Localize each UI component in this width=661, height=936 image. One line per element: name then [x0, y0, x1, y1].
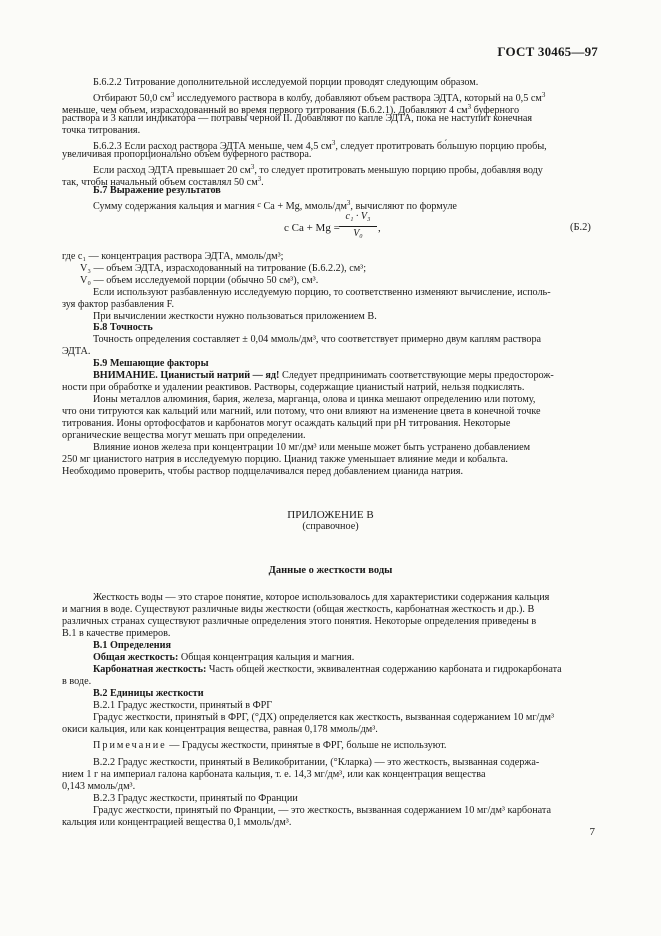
- warning-label: ВНИМАНИЕ. Цианистый натрий — яд!: [93, 370, 280, 381]
- paragraph-line: точка титрования.: [62, 125, 141, 136]
- definition-line: V₃ — объем ЭДТА, израсходованный на титрование (Б.6.2.2), см³;: [80, 263, 367, 274]
- formula-denominator: V₀: [353, 228, 363, 239]
- note-line: Примечание — Градусы жесткости, принятые в ФРГ, больше не используют.: [93, 740, 447, 751]
- paragraph-line: ЭДТА.: [62, 346, 91, 357]
- paragraph-line: 250 мг цианистого натрия в исследуемую порцию. Цианид также уменьшает влияние меди и кобальта.: [62, 454, 508, 465]
- paragraph-line: кальция или концентрацией вещества 0,1 ммоль/дм³.: [62, 817, 292, 828]
- paragraph-line: Карбонатная жесткость: Часть общей жесткости, эквивалентная содержанию карбоната и гидрокарбоната: [93, 664, 562, 675]
- paragraph-line: Ионы металлов алюминия, бария, железа, марганца, олова и цинка мешают определению или потому,: [93, 394, 536, 405]
- paragraph-line: При вычислении жесткости нужно пользоваться приложением В.: [93, 311, 377, 322]
- paragraph-line: раствора и 3 капли индикатора — потравы черной II. Добавляют по капле ЭДТА, пока не наступит конечная: [62, 113, 533, 124]
- paragraph-line: Если расход ЭДТА превышает 20 $см^3$, то следует протитровать меньшую порцию пробы, добавляя воду: [93, 163, 543, 176]
- paragraph-line: Градус жесткости, принятый в ФРГ, (°ДХ) определяется как жесткость, вызванная содержанием 10 мг/дм³: [93, 712, 555, 723]
- formula-numerator: c₁ · V₃: [345, 211, 371, 222]
- note-label: Примечание: [93, 740, 167, 751]
- definition-line: V₀ — объем исследуемой порции (обычно 50 см³), см³.: [80, 275, 319, 286]
- paragraph-line: органические вещества могут мешать при определении.: [62, 430, 306, 441]
- paragraph-line: Точность определения составляет ± 0,04 ммоль/дм³, что соответствует примерно двум каплям раствора: [93, 334, 542, 345]
- formula-tail: ,: [378, 222, 381, 234]
- definition-line: где c₁ — концентрация раствора ЭДТА, ммоль/дм³;: [62, 251, 284, 262]
- paragraph-line: Б.6.2.2 Титрование дополнительной исследуемой порции проводят следующим образом.: [93, 77, 479, 88]
- section-heading: Б.8 Точность: [93, 322, 153, 333]
- paragraph-line: Градус жесткости, принятый по Франции, — это жесткость, вызванная содержанием 10 мг/дм³ карбоната: [93, 805, 552, 816]
- paragraph-line: Влияние ионов железа при концентрации 10 мг/дм³ или меньше может быть устранено добавлением: [93, 442, 531, 453]
- section-heading: Б.7 Выражение результатов: [93, 185, 221, 196]
- paragraph-line: и магния в воде. Существуют различные виды жесткости (общая жесткость, карбонатная жесткость и др.). В: [62, 604, 535, 615]
- paragraph-line: 0,143 ммоль/дм³.: [62, 781, 136, 792]
- page-number: 7: [589, 826, 595, 838]
- appendix-heading: Данные о жесткости воды: [268, 565, 393, 576]
- paragraph-line: Отбирают 50,0 $см^3$ исследуемого раствора в колбу, добавляют объем раствора ЭДТА, который на 0,5 $см^3$: [93, 91, 546, 104]
- paragraph-line: Б.6.2.3 Если расход раствора ЭДТА меньше, чем 4,5 $см^3$, следует протитровать бо́льшую порцию пробы,: [93, 139, 547, 152]
- paragraph-line: Общая жесткость: Общая концентрация кальция и магния.: [93, 652, 355, 663]
- paragraph-line: зуя фактор разбавления F.: [62, 299, 175, 310]
- paragraph-line: увеличивая пропорционально объем буферного раствора.: [62, 149, 312, 160]
- standard-header: ГОСТ 30465—97: [497, 44, 598, 59]
- paragraph-line: что они титруются как кальций или магний, или потому, что они влияют на изменение цвета в конечной точке: [62, 406, 541, 417]
- paragraph-line: Если используют разбавленную исследуемую порцию, то соответственно изменяют вычисление, исполь-: [93, 287, 551, 298]
- paragraph-line: титрования. Ионы ортофосфатов и карбонатов могут осаждать кальций при pH титрования. Некоторые: [62, 418, 511, 429]
- paragraph-line: нием 1 г на империал галона карбоната кальция, т. е. 14,3 мг/дм³, или как концентрация вещества: [62, 769, 486, 780]
- paragraph-line: В.2.2 Градус жесткости, принятый в Великобритании, (°Кларка) — это жесткость, вызванная содержа-: [93, 757, 540, 768]
- paragraph-line: ности при обработке и удалении реактивов. Растворы, содержащие цианистый натрий, нельзя подкислять.: [62, 382, 525, 393]
- paragraph-line: окиси кальция, или как концентрация вещества, равная 0,178 ммоль/дм³.: [62, 724, 378, 735]
- paragraph-line: В.1 в качестве примеров.: [62, 628, 171, 639]
- paragraph-line: Необходимо проверить, чтобы раствор подщелачивался перед добавлением цианида натрия.: [62, 466, 464, 477]
- paragraph-line: ВНИМАНИЕ. Цианистый натрий — яд! Следует предпринимать соответствующие меры предосторож-: [93, 370, 554, 381]
- paragraph-line: различных странах существуют различные определения этого понятия. Некоторые определения приведены в: [62, 616, 537, 627]
- paragraph-line: В.2.3 Градус жесткости, принятый по Франции: [93, 793, 298, 804]
- section-heading: В.2 Единицы жесткости: [93, 688, 204, 699]
- fraction-bar: [339, 226, 377, 227]
- appendix-subtitle: (справочное): [302, 521, 359, 532]
- paragraph-line: меньше, чем объем, израсходованный во время первого титрования (Б.6.2.1). Добавляют 4 $см^3$ буферного: [62, 103, 520, 116]
- formula-number: (Б.2): [570, 222, 591, 233]
- paragraph-line: так, чтобы начальный объем составлял 50 $см^3$.: [62, 175, 264, 188]
- section-heading: Б.9 Мешающие факторы: [93, 358, 209, 369]
- paragraph-line: Жесткость воды — это старое понятие, которое использовалось для характеристики содержания кальция: [93, 592, 550, 603]
- section-heading: В.1 Определения: [93, 640, 171, 651]
- formula-lhs: c Ca + Mg =: [284, 222, 340, 234]
- paragraph-line: Сумму содержания кальция и магния c Ca + Mg, ммоль/$дм^3$, вычисляют по формуле: [93, 199, 457, 212]
- appendix-title: ПРИЛОЖЕНИЕ В: [287, 509, 374, 521]
- paragraph-line: в воде.: [62, 676, 92, 687]
- paragraph-line: В.2.1 Градус жесткости, принятый в ФРГ: [93, 700, 273, 711]
